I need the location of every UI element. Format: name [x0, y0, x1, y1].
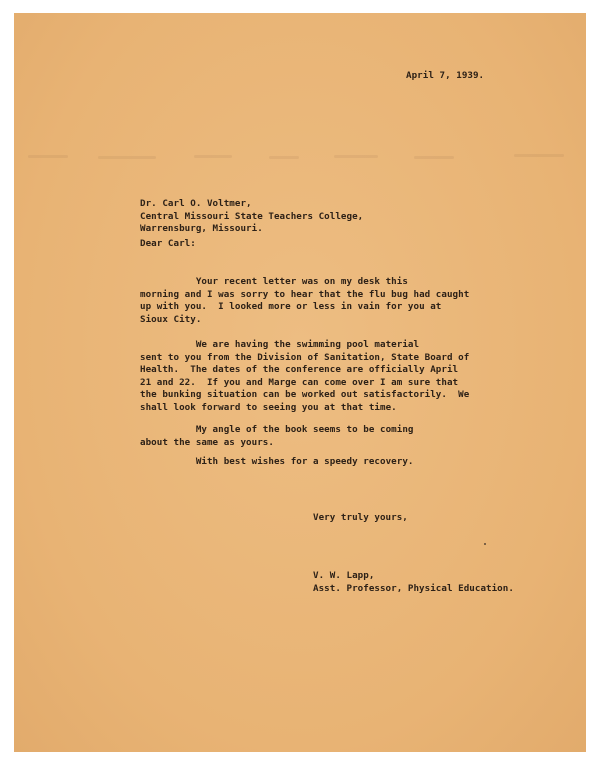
paragraph-line: We are having the swimming pool material: [140, 339, 420, 350]
ink-speck: [484, 543, 486, 545]
paragraph-line: sent to you from the Division of Sanitation, State Board of: [140, 351, 470, 363]
salutation: Dear Carl:: [140, 238, 196, 249]
paragraph-line: Sioux City.: [140, 313, 202, 325]
bleed-through-mark: [28, 155, 68, 158]
paragraph-line: shall look forward to seeing you at that time.: [140, 401, 397, 413]
paragraph-line: about the same as yours.: [140, 436, 274, 448]
bleed-through-mark: [334, 155, 378, 158]
paragraph-3: [140, 424, 414, 449]
paragraph-1: [140, 276, 469, 326]
paragraph-line: morning and I was sorry to hear that the flu bug had caught: [140, 288, 470, 300]
letter-date: April 7, 1939.: [406, 70, 485, 81]
paragraph-4: [140, 456, 414, 469]
recipient-name: Dr. Carl O. Voltmer,: [140, 198, 252, 209]
paragraph-2: [140, 339, 469, 415]
bleed-through-mark: [194, 155, 232, 158]
paragraph-line: Health. The dates of the conference are officially April: [140, 364, 459, 376]
paragraph-line: My angle of the book seems to be coming: [140, 424, 414, 435]
bleed-through-mark: [269, 156, 299, 159]
bleed-through-mark: [514, 154, 564, 157]
complimentary-closing: Very truly yours,: [313, 512, 408, 523]
paragraph-line: 21 and 22. If you and Marge can come over I am sure that: [140, 376, 459, 388]
recipient-city: Warrensburg, Missouri.: [140, 223, 263, 235]
signer-name: V. W. Lapp,: [313, 570, 375, 581]
recipient-institution: Central Missouri State Teachers College,: [140, 210, 364, 222]
bleed-through-mark: [414, 156, 454, 159]
paragraph-line: the bunking situation can be worked out satisfactorily. We: [140, 389, 470, 401]
paragraph-line: With best wishes for a speedy recovery.: [140, 456, 414, 467]
paragraph-line: Your recent letter was on my desk this: [140, 276, 408, 287]
signature-block: [313, 570, 514, 595]
paragraph-line: up with you. I looked more or less in vain for you at: [140, 301, 442, 313]
recipient-address: [140, 198, 363, 236]
bleed-through-mark: [98, 156, 156, 159]
signer-title: Asst. Professor, Physical Education.: [313, 582, 514, 594]
